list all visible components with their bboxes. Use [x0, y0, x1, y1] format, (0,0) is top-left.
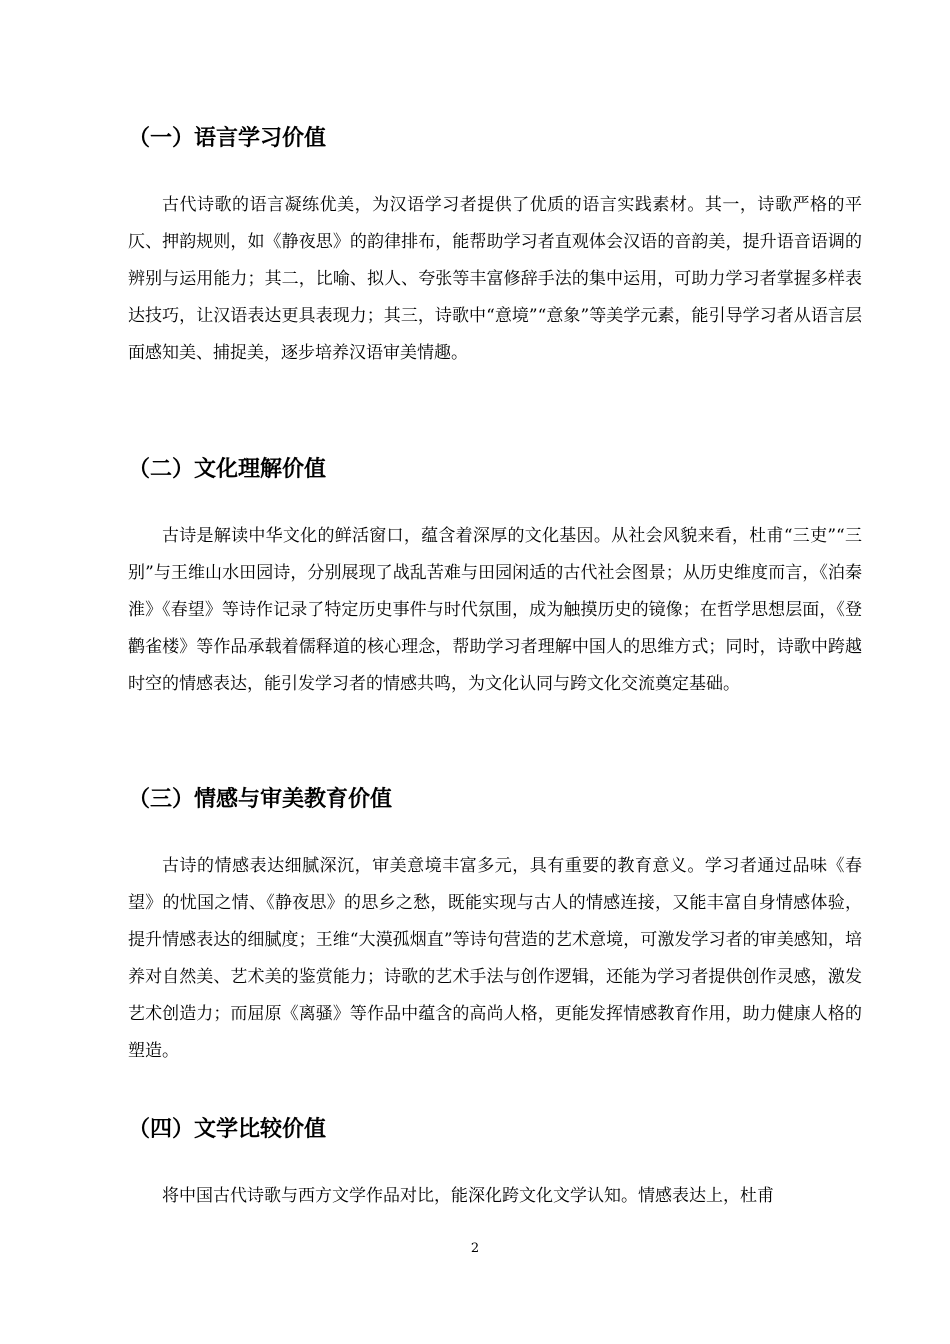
section-heading-language-learning: （一）语言学习价值 [128, 126, 327, 151]
section-heading-cultural-understanding: （二）文化理解价值 [128, 457, 327, 482]
page-number: 2 [470, 1241, 480, 1256]
paragraph-emotional-aesthetic: 古诗的情感表达细腻深沉，审美意境丰富多元，具有重要的教育意义。学习者通过品味《春望》的忧国之情、《静夜思》的思乡之愁，既能实现与古人的情感连接，又能丰富自身情感体验，提升情感表达的细腻度；王维“大漠孤烟直”等诗句营造的艺术意境，可激发学习者的审美感知，培养对自然美、艺术美的鉴赏能力；诗歌的艺术手法与创作逻辑，还能为学习者提供创作灵感，激发艺术创造力；而屈原《离骚》等作品中蕴含的高尚人格，更能发挥情感教育作用，助力健康人格的塑造。 [128, 856, 862, 1061]
section-heading-literary-comparison: （四）文学比较价值 [128, 1117, 327, 1142]
section-heading-emotional-aesthetic: （三）情感与审美教育价值 [128, 787, 393, 812]
paragraph-cultural-understanding: 古诗是解读中华文化的鲜活窗口，蕴含着深厚的文化基因。从社会风貌来看，杜甫“三吏”“三别”与王维山水田园诗，分别展现了战乱苦难与田园闲适的古代社会图景；从历史维度而言，《泊秦淮》《春望》等诗作记录了特定历史事件与时代氛围，成为触摸历史的镜像；在哲学思想层面，《登鹳雀楼》等作品承载着儒释道的核心理念，帮助学习者理解中国人的思维方式；同时，诗歌中跨越时空的情感表达，能引发学习者的情感共鸣，为文化认同与跨文化交流奠定基础。 [128, 526, 862, 694]
paragraph-literary-comparison: 将中国古代诗歌与西方文学作品对比，能深化跨文化文学认知。情感表达上，杜甫 [162, 1186, 774, 1206]
paragraph-language-learning: 古代诗歌的语言凝练优美，为汉语学习者提供了优质的语言实践素材。其一，诗歌严格的平仄、押韵规则，如《静夜思》的韵律排布，能帮助学习者直观体会汉语的音韵美，提升语音语调的辨别与运用能力；其二，比喻、拟人、夸张等丰富修辞手法的集中运用，可助力学习者掌握多样表达技巧，让汉语表达更具表现力；其三，诗歌中“意境”“意象”等美学元素，能引导学习者从语言层面感知美、捕捉美，逐步培养汉语审美情趣。 [128, 195, 862, 363]
